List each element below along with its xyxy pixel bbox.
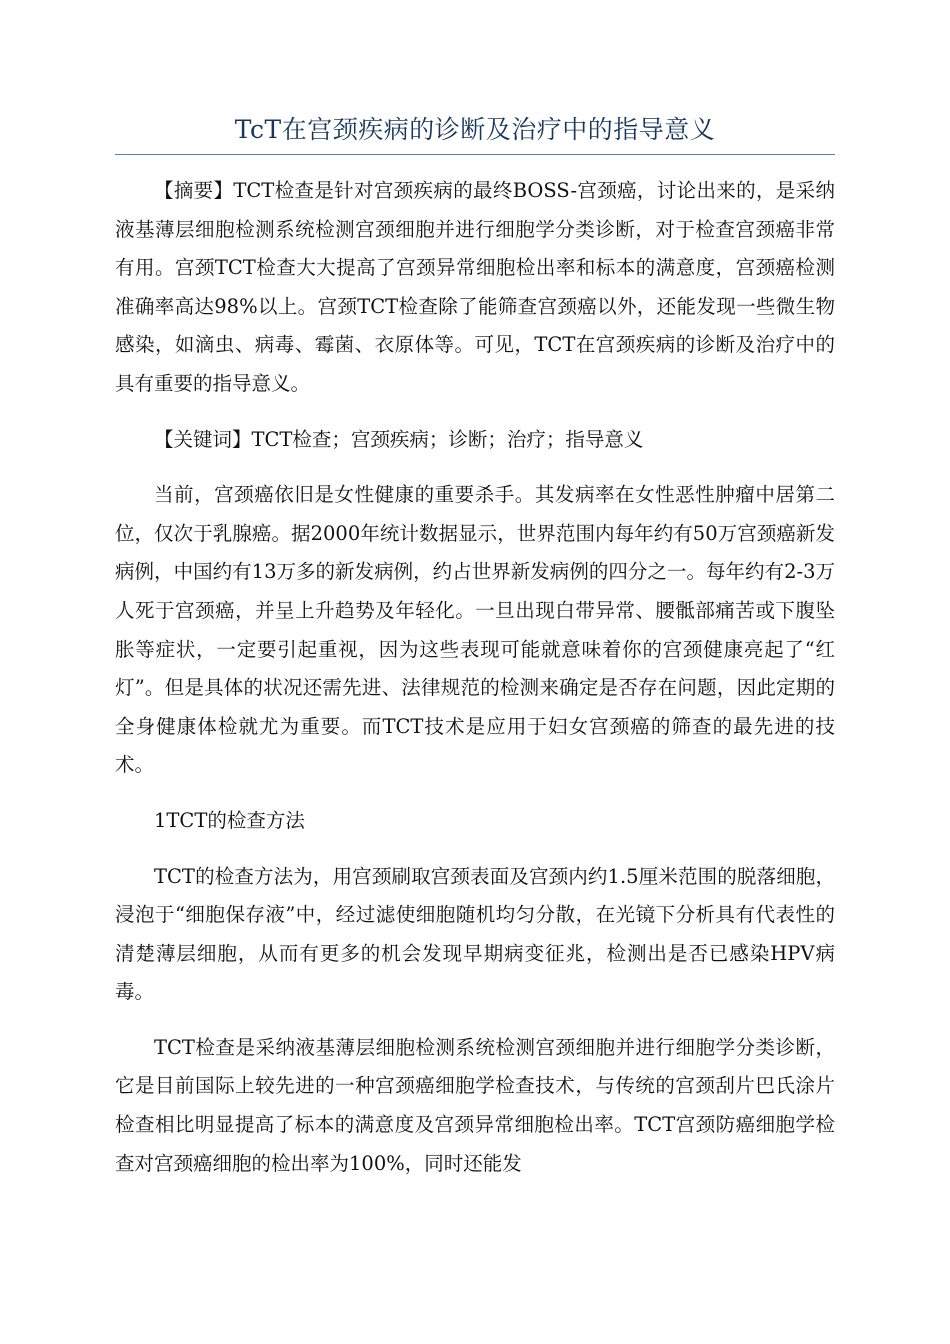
method-paragraph: TCT的检查方法为，用宫颈刷取宫颈表面及宫颈内约1.5厘米范围的脱落细胞，浸泡于“细胞保存液”中，经过滤使细胞随机均匀分散，在光镜下分析具有代表性的清楚薄层细胞，从而有更多的机会发现早期病变征兆，检测出是否已感染HPV病毒。	[115, 864, 835, 1004]
tct-paragraph: TCT检查是采纳液基薄层细胞检测系统检测宫颈细胞并进行细胞学分类诊断，它是目前国际上较先进的一种宫颈癌细胞学检查技术，与传统的宫颈刮片巴氏涂片检查相比明显提高了标本的满意度及宫颈异常细胞检出率。TCT宫颈防癌细胞学检查对宫颈癌细胞的检出率为100%，同时还能发	[115, 1035, 835, 1175]
abstract-paragraph: 【摘要】TCT检查是针对宫颈疾病的最终BOSS-宫颈癌，讨论出来的，是采纳液基薄层细胞检测系统检测宫颈细胞并进行细胞学分类诊断，对于检查宫颈癌非常有用。宫颈TCT检查大大提高了宫颈异常细胞检出率和标本的满意度，宫颈癌检测准确率高达98%以上。宫颈TCT检查除了能筛查宫颈癌以外，还能发现一些微生物感染，如滴虫、病毒、霉菌、衣原体等。可见，TCT在宫颈疾病的诊断及治疗中的具有重要的指导意义。	[115, 179, 835, 395]
section-heading: 1TCT的检查方法	[154, 808, 305, 832]
intro-paragraph: 当前，宫颈癌依旧是女性健康的重要杀手。其发病率在女性恶性肿瘤中居第二位，仅次于乳腺癌。据2000年统计数据显示，世界范围内每年约有50万宫颈癌新发病例，中国约有13万多的新发病例，约占世界新发病例的四分之一。每年约有2-3万人死于宫颈癌，并呈上升趋势及年轻化。一旦出现白带异常、腰骶部痛苦或下腹坠胀等症状，一定要引起重视，因为这些表现可能就意味着你的宫颈健康亮起了“红灯”。但是具体的状况还需先进、法律规范的检测来确定是否存在问题，因此定期的全身健康体检就尤为重要。而TCT技术是应用于妇女宫颈癌的筛查的最先进的技术。	[115, 483, 835, 777]
document-title: TcT在宫颈疾病的诊断及治疗中的指导意义	[234, 115, 716, 144]
keywords-paragraph: 【关键词】TCT检查；宫颈疾病；诊断；治疗；指导意义	[154, 427, 644, 451]
document-body	[115, 172, 835, 1200]
title-underline	[115, 154, 835, 155]
